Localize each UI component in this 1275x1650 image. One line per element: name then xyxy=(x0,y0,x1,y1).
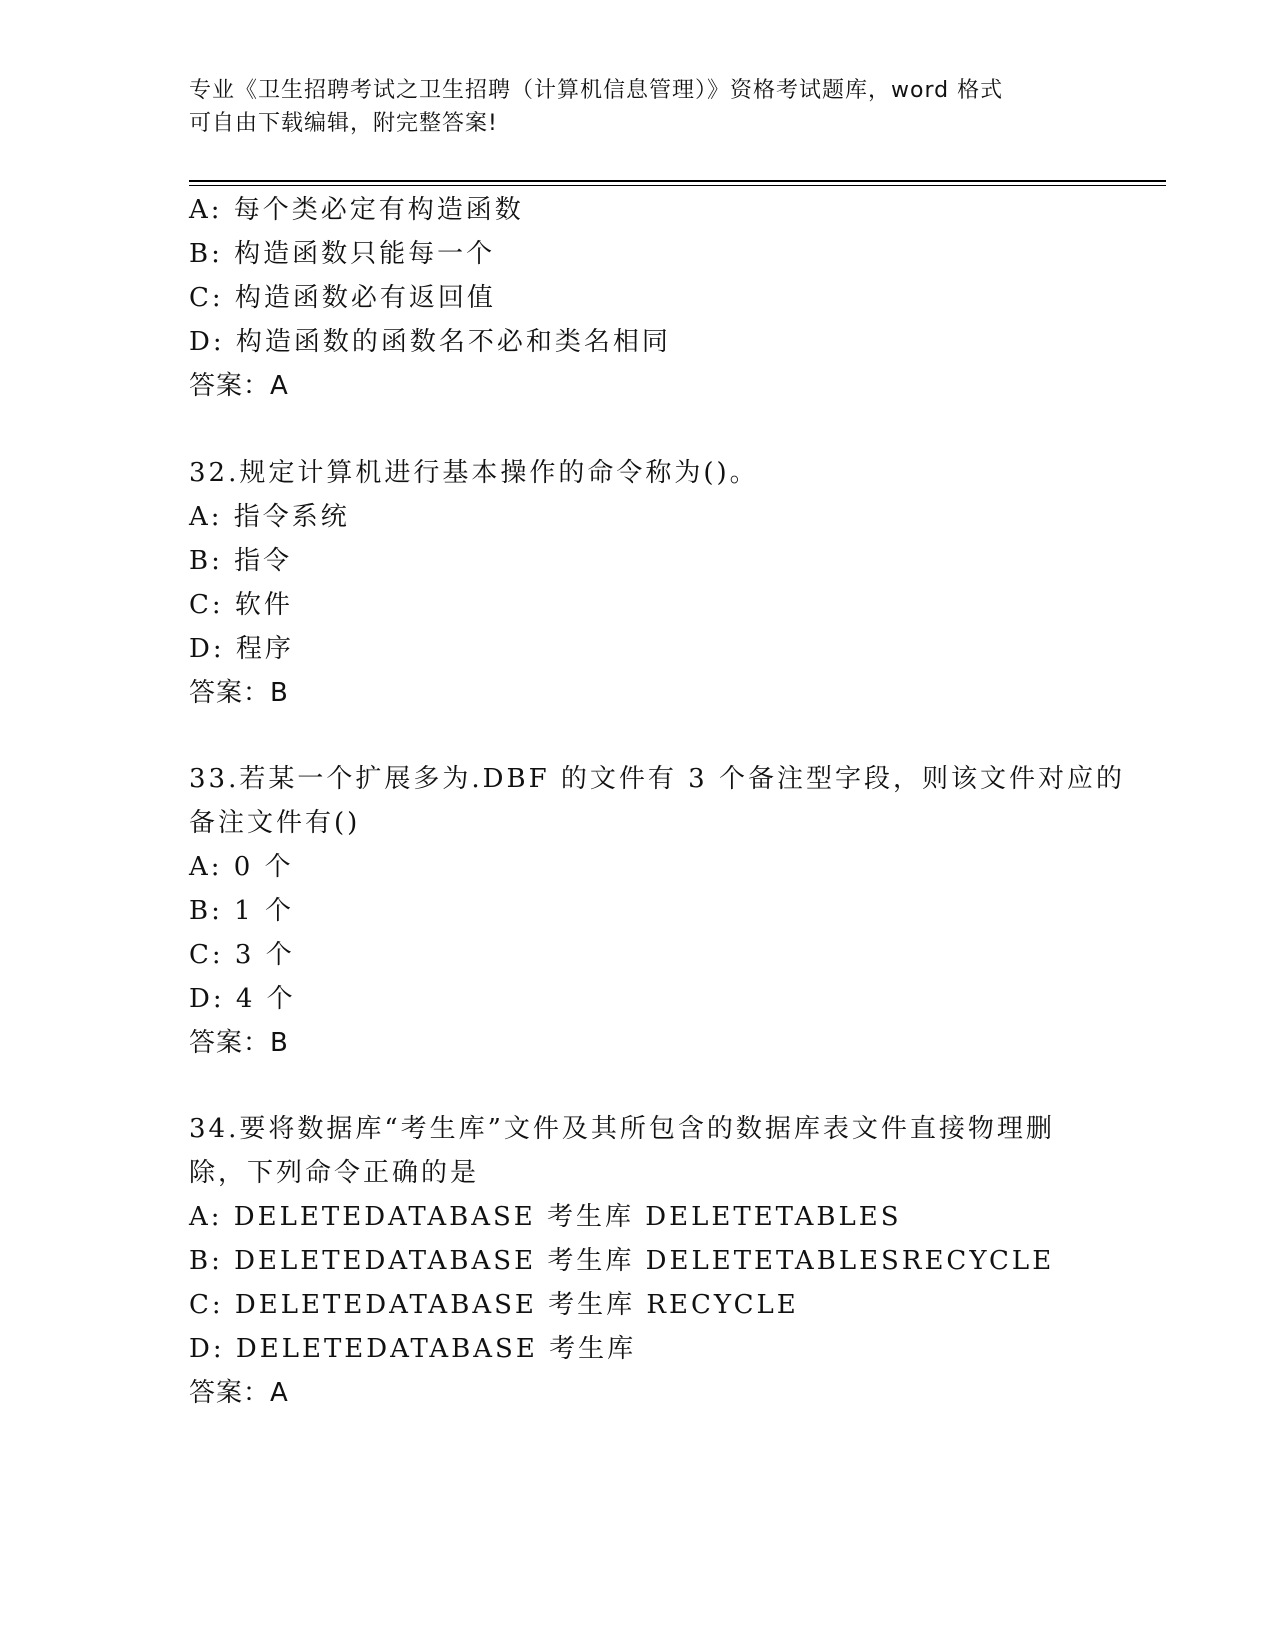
header-divider-thin xyxy=(189,185,1166,186)
q31-option-c: C: 构造函数必有返回值 xyxy=(189,283,496,313)
q33-option-a: A: 0 个 xyxy=(189,852,294,882)
q32-option-a: A: 指令系统 xyxy=(189,502,350,532)
q34-option-b: B: DELETEDATABASE 考生库 DELETETABLESRECYCLE xyxy=(189,1246,1055,1276)
header-line-2: 可自由下载编辑，附完整答案! xyxy=(189,111,498,136)
q34-question-line-2: 除，下列命令正确的是 xyxy=(189,1158,480,1188)
document-header xyxy=(189,74,1089,140)
q32-answer: 答案：B xyxy=(189,678,289,708)
q33-option-d: D: 4 个 xyxy=(189,984,296,1014)
q31-option-a: A: 每个类必定有构造函数 xyxy=(189,195,524,225)
q32-option-d: D: 程序 xyxy=(189,634,294,664)
q31-answer: 答案：A xyxy=(189,371,289,401)
header-line-1: 专业《卫生招聘考试之卫生招聘（计算机信息管理）》资格考试题库，word 格式 xyxy=(189,78,1004,103)
q32-question: 32.规定计算机进行基本操作的命令称为()。 xyxy=(189,458,759,488)
q32-option-c: C: 软件 xyxy=(189,590,293,620)
q33-option-b: B: 1 个 xyxy=(189,896,294,926)
q34-option-c: C: DELETEDATABASE 考生库 RECYCLE xyxy=(189,1290,799,1320)
q33-option-c: C: 3 个 xyxy=(189,940,295,970)
q33-question-line-1: 33.若某一个扩展多为.DBF 的文件有 3 个备注型字段，则该文件对应的 xyxy=(189,764,1125,794)
q31-option-b: B: 构造函数只能每一个 xyxy=(189,239,496,269)
header-divider-thick xyxy=(189,180,1166,182)
q32-option-b: B: 指令 xyxy=(189,546,293,576)
q34-question-line-1: 34.要将数据库“考生库”文件及其所包含的数据库表文件直接物理删 xyxy=(189,1114,1055,1144)
q34-option-a: A: DELETEDATABASE 考生库 DELETETABLES xyxy=(189,1202,902,1232)
q33-question-line-2: 备注文件有() xyxy=(189,808,361,838)
q34-option-d: D: DELETEDATABASE 考生库 xyxy=(189,1334,637,1364)
q34-answer: 答案：A xyxy=(189,1378,289,1408)
q31-option-d: D: 构造函数的函数名不必和类名相同 xyxy=(189,327,671,357)
q33-answer: 答案：B xyxy=(189,1028,289,1058)
